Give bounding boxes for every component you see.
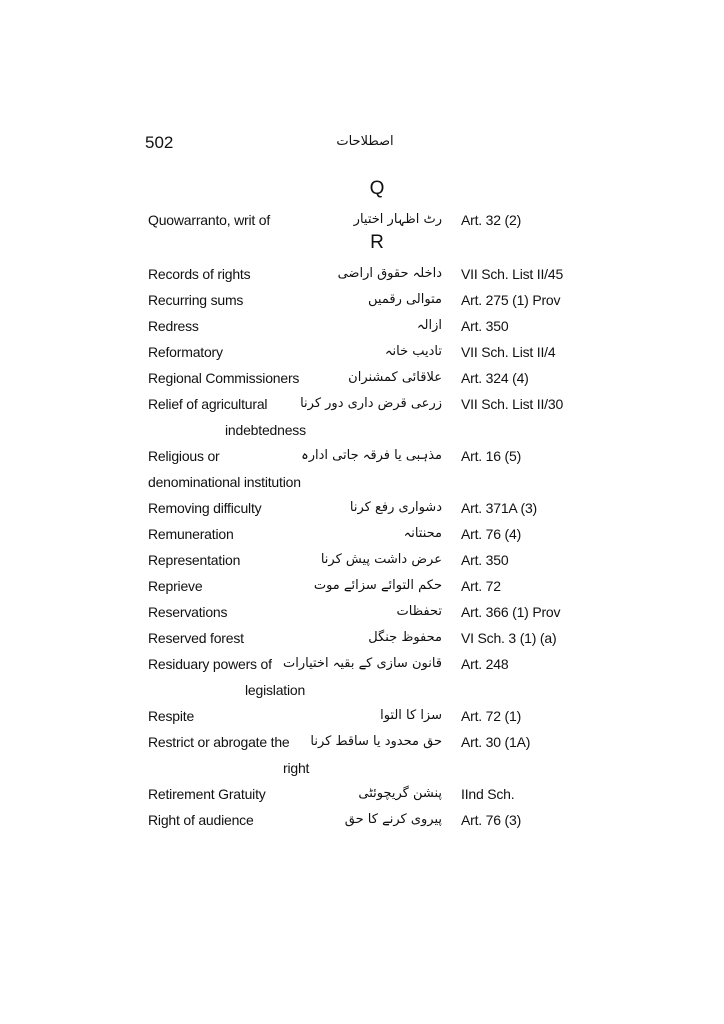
term-english: Reservations: [148, 604, 228, 620]
term-english: Right of audience: [148, 812, 254, 828]
term-english: Restrict or abrogate the right: [148, 729, 318, 781]
glossary-entry: [0, 517, 724, 543]
glossary-entry: [0, 335, 724, 361]
glossary-entry: [0, 803, 724, 829]
glossary-entry: [0, 387, 724, 439]
glossary-entry: [0, 439, 724, 491]
article-reference: Art. 16 (5): [461, 448, 522, 464]
term-english: Residuary powers of legislation: [148, 651, 318, 703]
article-reference: Art. 350: [461, 552, 509, 568]
glossary-entry: [0, 283, 724, 309]
article-reference: Art. 30 (1A): [461, 734, 531, 750]
glossary-entry: [0, 595, 724, 621]
term-urdu: ازالہ: [416, 318, 442, 333]
term-urdu: تادیب خانہ: [384, 344, 442, 359]
section-letter-r: R: [370, 232, 384, 253]
glossary-entry: [0, 725, 724, 777]
article-reference: Art. 72 (1): [461, 708, 522, 724]
term-english: Regional Commissioners: [148, 370, 300, 386]
term-urdu: پیروی کرنے کا حق: [344, 812, 442, 827]
term-english: Redress: [148, 318, 199, 334]
glossary-entry: [0, 621, 724, 647]
term-continuation: legislation: [245, 682, 306, 698]
running-head: اصطلاحات: [336, 134, 394, 149]
glossary-entry: [0, 569, 724, 595]
article-reference: Art. 76 (4): [461, 526, 522, 542]
glossary-entry: [0, 257, 724, 283]
term-english: Remuneration: [148, 526, 234, 542]
term-urdu: مذہبی یا فرقہ جاتی ادارہ: [301, 448, 442, 463]
term-urdu: قانون سازی کے بقیہ اختیارات: [282, 656, 442, 671]
glossary-entry: [0, 361, 724, 387]
glossary-entry: [0, 491, 724, 517]
term-urdu: دشواری رفع کرنا: [349, 500, 442, 515]
glossary-list: [0, 175, 724, 829]
term-english: Quowarranto, writ of: [148, 212, 271, 228]
article-reference: Art. 72: [461, 578, 501, 594]
article-reference: IInd Sch.: [461, 786, 515, 802]
glossary-entry: [0, 777, 724, 803]
glossary-entry: [0, 699, 724, 725]
article-reference: Art. 32 (2): [461, 212, 522, 228]
glossary-entry: [0, 203, 724, 229]
term-english: Retirement Gratuity: [148, 786, 266, 802]
term-english: Records of rights: [148, 266, 251, 282]
term-urdu: متوالی رقمیں: [368, 292, 442, 307]
article-reference: VI Sch. 3 (1) (a): [461, 630, 557, 646]
glossary-entry: [0, 309, 724, 335]
term-urdu: پنشن گریچوئٹی: [358, 786, 442, 801]
article-reference: VII Sch. List II/4: [461, 344, 556, 360]
term-english: Reserved forest: [148, 630, 244, 646]
article-reference: Art. 366 (1) Prov: [461, 604, 561, 620]
term-english: Recurring sums: [148, 292, 244, 308]
term-continuation: denominational institution: [148, 474, 301, 490]
term-urdu: حق محدود یا ساقط کرنا: [310, 734, 442, 749]
term-english: Representation: [148, 552, 241, 568]
article-reference: VII Sch. List II/30: [461, 396, 564, 412]
section-letter-q: Q: [369, 178, 385, 199]
article-reference: Art. 76 (3): [461, 812, 522, 828]
term-english: Respite: [148, 708, 195, 724]
term-urdu: تحفظات: [396, 604, 442, 619]
term-urdu: سزا کا التوا: [380, 708, 442, 723]
article-reference: VII Sch. List II/45: [461, 266, 564, 282]
term-english: Relief of agricultural indebtedness: [148, 391, 318, 443]
term-english: Removing difficulty: [148, 500, 262, 516]
term-urdu: علاقائی کمشنران: [348, 370, 442, 385]
term-urdu: داخلہ حقوق اراضی: [337, 266, 442, 281]
article-reference: Art. 371A (3): [461, 500, 537, 516]
page-number: 502: [145, 133, 174, 152]
article-reference: Art. 275 (1) Prov: [461, 292, 561, 308]
term-english: Reformatory: [148, 344, 223, 360]
article-reference: Art. 350: [461, 318, 509, 334]
term-urdu: رٹ اظہار اختیار: [353, 212, 442, 227]
term-urdu: محنتانہ: [403, 526, 442, 541]
term-urdu: حکم التوائے سزائے موت: [313, 578, 442, 593]
article-reference: Art. 324 (4): [461, 370, 529, 386]
glossary-entry: [0, 647, 724, 699]
term-continuation: indebtedness: [225, 422, 306, 438]
term-urdu: محفوظ جنگل: [368, 630, 442, 645]
term-urdu: زرعی قرض داری دور کرنا: [300, 396, 442, 411]
term-urdu: عرض داشت پیش کرنا: [320, 552, 442, 567]
article-reference: Art. 248: [461, 656, 509, 672]
glossary-entry: [0, 543, 724, 569]
term-continuation: right: [283, 760, 310, 776]
term-english: Reprieve: [148, 578, 203, 594]
term-english: Religious or denominational institution: [148, 443, 318, 495]
